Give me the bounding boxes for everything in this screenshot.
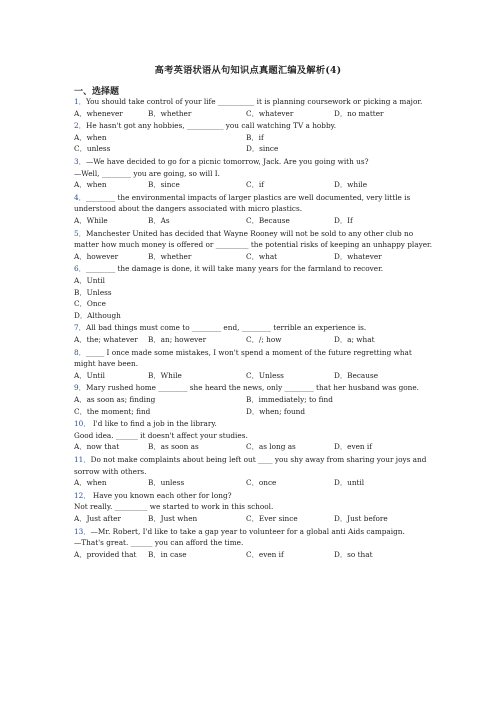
answer-option: D．whatever: [334, 251, 382, 261]
question-stem: I'd like to find a job in the library.: [90, 419, 217, 429]
question-text: [74, 527, 405, 536]
answer-option: A．when: [74, 180, 107, 190]
answer-option: C．Because: [246, 216, 290, 225]
question-number: 10．: [74, 419, 91, 429]
answer-option: A．now that: [74, 442, 120, 452]
answer-option: B．immediately; to find: [246, 395, 333, 404]
question-stem: ________ the environmental impacts of larger plastics are well documented, very little is: [85, 192, 411, 202]
answer-option: C．Ever since: [246, 514, 298, 523]
question-text: [74, 348, 412, 357]
answer-option: C．what: [246, 251, 278, 261]
answer-option: B．whether: [148, 251, 192, 261]
answer-option: A．Until: [74, 370, 106, 380]
answer-option: B．since: [148, 180, 180, 190]
answer-option: C．the moment; find: [74, 406, 151, 416]
answer-option: D．while: [334, 180, 368, 190]
question-number: 13．: [74, 526, 91, 536]
question-text: [74, 455, 426, 464]
question-text: understood about the dangers associated with micro plastics.: [74, 204, 303, 214]
question-text: [74, 229, 413, 238]
question-text: Not really. _________ we started to work in this school.: [74, 502, 274, 512]
answer-option: C．Once: [74, 299, 106, 309]
question-text: —That's great. ______ you can afford the time.: [74, 538, 244, 548]
answer-option: B．in case: [148, 549, 187, 559]
question-text: [74, 121, 336, 130]
answer-option: C．once: [246, 478, 277, 488]
question-number: 8．: [74, 347, 86, 357]
question-number: 6．: [74, 264, 86, 274]
question-text: [74, 264, 383, 273]
answer-option: B．Unless: [74, 287, 112, 297]
answer-option: A．when: [74, 132, 107, 142]
question-stem: He hasn't got any hobbies, __________ you call watching TV a hobby.: [85, 121, 337, 131]
question-text: [74, 97, 422, 106]
answer-option: A．when: [74, 478, 107, 488]
answer-option: D．until: [334, 478, 365, 488]
answer-option: D．Just before: [334, 514, 388, 523]
page-title: 高考英语状语从句知识点真题汇编及解析(4): [154, 65, 342, 76]
question-number: 3．: [74, 157, 86, 166]
answer-option: D．If: [334, 216, 353, 225]
question-stem: ________ the damage is done, it will take many years for the farmland to recover.: [85, 264, 384, 274]
question-stem: —Mr. Robert, I'd like to take a gap year to volunteer for a global anti Aids campaign.: [90, 526, 405, 536]
question-text: [74, 383, 419, 392]
answer-option: C．even if: [246, 549, 284, 559]
question-text: matter how much money is offered or _________ the potential risks of keeping an unhappy player.: [74, 240, 433, 250]
question-text: [74, 193, 410, 202]
answer-option: C．unless: [74, 144, 111, 154]
question-number: 11．: [74, 455, 91, 464]
answer-option: D．even if: [334, 442, 372, 452]
answer-option: A．While: [74, 216, 108, 225]
answer-option: A．the; whatever: [74, 335, 138, 344]
question-number: 5．: [74, 228, 86, 238]
question-text: [74, 491, 232, 500]
answer-option: D．a; what: [334, 335, 375, 344]
answer-option: A．however: [74, 251, 119, 261]
answer-option: D．since: [246, 144, 279, 154]
question-number: 1．: [74, 97, 86, 106]
question-text: sorrow with others.: [74, 466, 147, 476]
question-stem: All bad things must come to ________ end, ________ terrible an experience is.: [85, 323, 367, 333]
question-stem: Have you known each other for long?: [90, 490, 232, 500]
answer-option: B．an; however: [148, 335, 207, 344]
question-number: 2．: [74, 121, 86, 131]
answer-option: B．if: [246, 132, 264, 142]
answer-option: B．unless: [148, 478, 185, 488]
question-number: 12．: [74, 490, 91, 500]
question-stem: You should take control of your life __________ it is planning coursework or picking a major.: [85, 97, 423, 106]
question-number: 7．: [74, 323, 86, 333]
question-stem: Mary rushed home ________ she heard the news, only ________ that her husband was gone.: [85, 383, 419, 393]
answer-option: A．whenever: [74, 108, 123, 118]
answer-option: B．Just when: [148, 514, 198, 523]
answer-option: C．if: [246, 180, 264, 190]
question-text: Good idea. ______ it doesn't affect your studies.: [74, 430, 248, 440]
answer-option: B．While: [148, 370, 182, 380]
section-heading: 一、选择题: [74, 87, 120, 97]
question-stem: _____ I once made some mistakes, I won't spend a moment of the future regretting what: [85, 347, 412, 357]
question-number: 9．: [74, 383, 86, 393]
answer-option: C．as long as: [246, 442, 296, 452]
answer-option: D．when; found: [246, 406, 306, 416]
question-text: [74, 323, 366, 332]
question-number: 4．: [74, 192, 86, 202]
answer-option: A．Just after: [74, 514, 121, 523]
answer-option: A．provided that: [74, 549, 137, 559]
question-stem: Manchester United has decided that Wayne Rooney will not be sold to any other club no: [85, 228, 414, 238]
answer-option: B．As: [148, 216, 170, 225]
answer-option: D．Although: [74, 310, 121, 320]
answer-option: C．Unless: [246, 370, 284, 380]
answer-option: A．as soon as; finding: [74, 395, 156, 404]
question-text: —Well, ________ you are going, so will I.: [74, 168, 220, 178]
question-stem: —We have decided to go for a picnic tomorrow, Jack. Are you going with us?: [85, 157, 369, 166]
answer-option: C．whatever: [246, 108, 294, 118]
question-text: [74, 419, 217, 428]
question-text: [74, 157, 368, 166]
answer-option: D．no matter: [334, 108, 384, 118]
question-stem: Do not make complaints about being left out ____ you shy away from sharing your joys and: [90, 455, 427, 464]
answer-option: B．as soon as: [148, 442, 199, 452]
question-text: might have been.: [74, 359, 139, 369]
answer-option: B．whether: [148, 108, 192, 118]
answer-option: C．/; how: [246, 335, 282, 344]
answer-option: D．so that: [334, 549, 373, 559]
answer-option: D．Because: [334, 370, 379, 380]
answer-option: A．Until: [74, 276, 106, 285]
